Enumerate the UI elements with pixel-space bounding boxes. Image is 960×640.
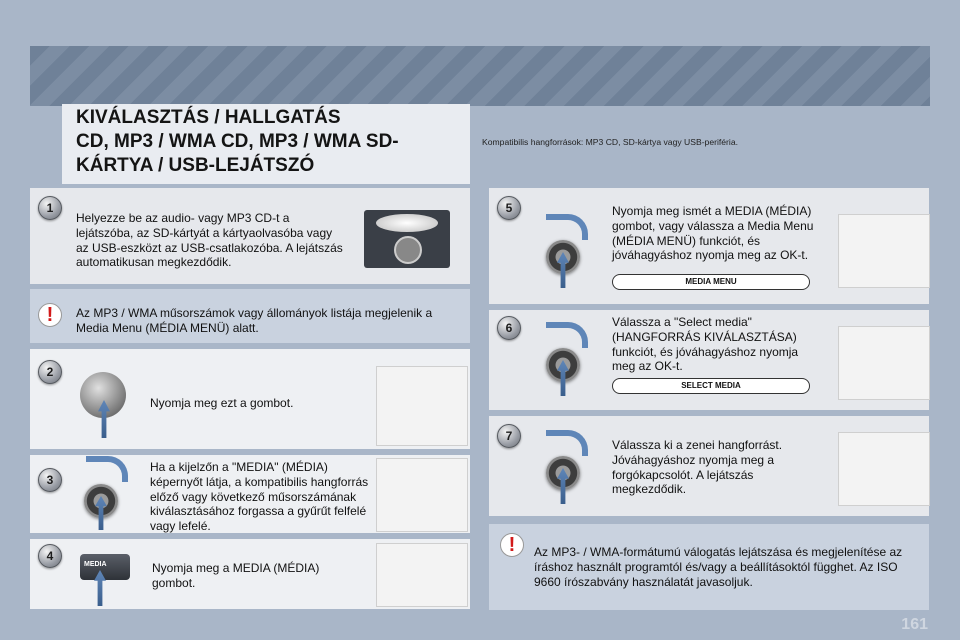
- warning-icon: !: [38, 303, 62, 327]
- step-4-badge: 4: [38, 544, 62, 568]
- media-button-icon: MEDIA: [80, 554, 130, 580]
- step-2-text: Nyomja meg ezt a gombot.: [150, 396, 294, 410]
- step-3-text: Ha a kijelzőn a "MEDIA" (MÉDIA) képernyőt látja, a kompatibilis hangforrás előző vagy következő műsorszámának kiválasztásához forgassa a gyűrűt felfelé vagy lefelé.: [150, 460, 369, 534]
- radio-unit-icon: [838, 326, 930, 400]
- cd-player-icon: [364, 210, 450, 268]
- step-5-text: Nyomja meg ismét a MEDIA (MÉDIA) gombot, vagy válassza a Media Menu (MÉDIA MENÜ) funkciót, és jóváhagyáshoz nyomja meg az OK-t.: [612, 204, 814, 263]
- cd-disc-icon: [376, 214, 438, 232]
- radio-unit-icon: [376, 366, 468, 446]
- media-menu-pill: MEDIA MENU: [612, 274, 810, 290]
- knob-icon: [394, 236, 422, 264]
- header-banner: [30, 46, 930, 106]
- page-title: [76, 106, 466, 178]
- step-3-badge: 3: [38, 468, 62, 492]
- radio-unit-icon: [376, 458, 468, 532]
- title-line-3: KÁRTYA / USB-LEJÁTSZÓ: [76, 155, 315, 176]
- radio-unit-icon: [838, 432, 930, 506]
- title-line-2: CD, MP3 / WMA CD, MP3 / WMA SD-: [76, 131, 399, 152]
- title-line-1: KIVÁLASZTÁS / HALLGATÁS: [76, 107, 341, 128]
- radio-unit-icon: [838, 214, 930, 288]
- step-7-badge: 7: [497, 424, 521, 448]
- step-1-badge: 1: [38, 196, 62, 220]
- step-2-badge: 2: [38, 360, 62, 384]
- step-7-text: Válassza ki a zenei hangforrást. Jóváhagyáshoz nyomja meg a forgókapcsolót. A lejátszás megkezdődik.: [612, 438, 783, 497]
- step-6-text: Válassza a "Select media" (HANGFORRÁS KIVÁLASZTÁSA) funkciót, és jóváhagyáshoz nyomja meg az OK-t.: [612, 315, 799, 374]
- radio-unit-icon: [376, 543, 468, 607]
- step-4-text: Nyomja meg a MEDIA (MÉDIA) gombot.: [152, 561, 320, 590]
- select-media-pill: SELECT MEDIA: [612, 378, 810, 394]
- subtitle: Kompatibilis hangforrások: MP3 CD, SD-kártya vagy USB-periféria.: [482, 137, 738, 147]
- step-6-badge: 6: [497, 316, 521, 340]
- note-1-text: Az MP3 / WMA műsorszámok vagy állományok listája megjelenik a Media Menu (MÉDIA MENÜ) alatt.: [76, 306, 433, 335]
- page-number: 161: [901, 616, 928, 633]
- note-2-text: Az MP3- / WMA-formátumú válogatás lejátszása és megjelenítése az íráshoz használt programtól és/vagy a beállításoktól függhet. Az ISO 9660 írószabvány használatát javasoljuk.: [534, 545, 903, 589]
- warning-icon: !: [500, 533, 524, 557]
- step-1-text: Helyezze be az audio- vagy MP3 CD-t a lejátszóba, az SD-kártyát a kártyaolvasóba vagy az USB-eszközt az USB-csatlakozóba. A lejátszás automatikusan megkezdődik.: [76, 211, 343, 270]
- step-5-badge: 5: [497, 196, 521, 220]
